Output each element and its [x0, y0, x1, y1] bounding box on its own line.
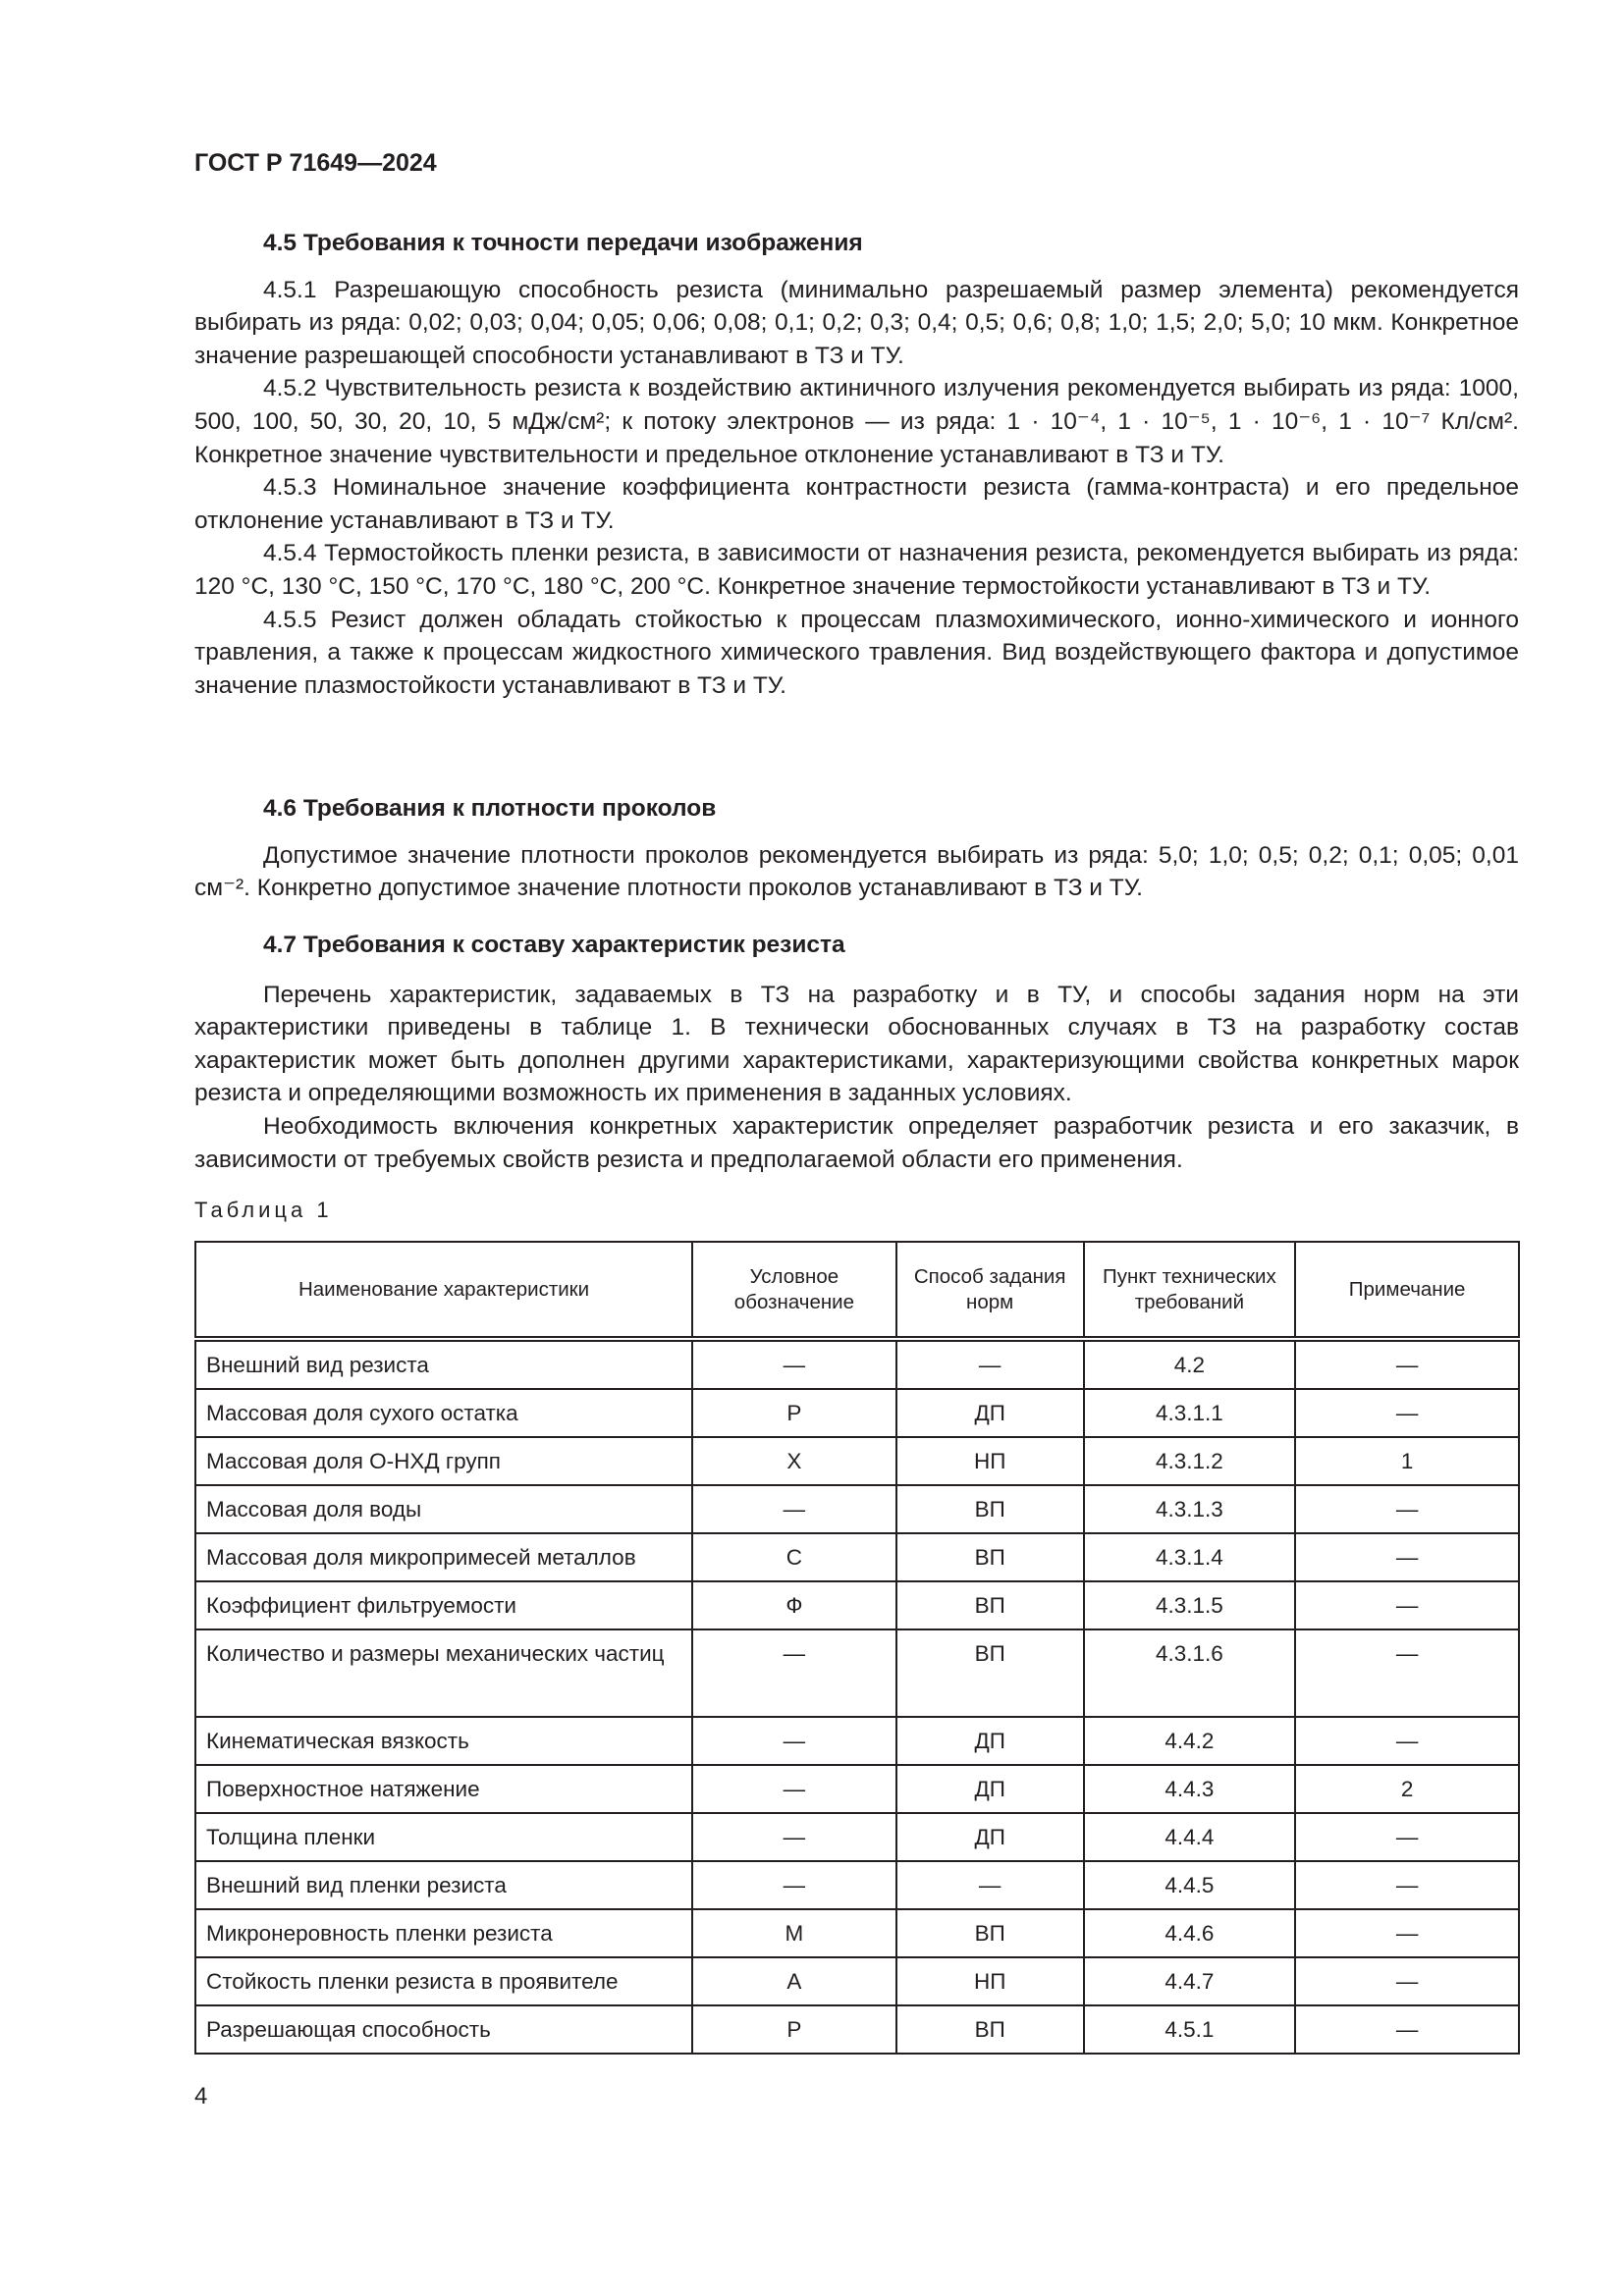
paragraph: Допустимое значение плотности проколов рекомендуется выбирать из ряда: 5,0; 1,0; 0,5; 0,2; 0,1; 0,05; 0,01 см⁻². Конкретно допустимое значение плотности проколов устанавливают в ТЗ и ТУ.: [194, 841, 1519, 902]
note-cell: —: [1295, 1957, 1519, 2005]
paragraph: 4.5.4 Термостойкость пленки резиста, в зависимости от назначения резиста, рекомендуется выбирать из ряда: 120 °С, 130 °С, 150 °С, 170 °С, 180 °С, 200 °С. Конкретное значение термостойкости устанавливают в ТЗ и ТУ.: [194, 540, 1519, 600]
symbol-cell: Х: [692, 1437, 896, 1485]
table-row: [195, 1765, 1519, 1813]
note-cell: —: [1295, 1533, 1519, 1581]
characteristic-name-cell: Стойкость пленки резиста в проявителе: [195, 1957, 692, 2005]
section-4-7: [194, 929, 1519, 1176]
requirement-clause-cell: 4.4.5: [1084, 1861, 1296, 1909]
symbol-cell: —: [692, 1813, 896, 1861]
section-4-6: [194, 792, 1519, 905]
symbol-cell: —: [692, 1485, 896, 1533]
table-row: [195, 1629, 1519, 1717]
symbol-cell: Р: [692, 2005, 896, 2054]
document-code: ГОСТ Р 71649—2024: [194, 149, 437, 177]
note-cell: —: [1295, 2005, 1519, 2054]
norm-method-cell: ВП: [896, 2005, 1084, 2054]
requirement-clause-cell: 4.4.4: [1084, 1813, 1296, 1861]
table-row: [195, 1533, 1519, 1581]
table-row: [195, 1485, 1519, 1533]
table-row: [195, 1389, 1519, 1437]
paragraph: 4.5.3 Номинальное значение коэффициента контрастности резиста (гамма-контраста) и его предельное отклонение устанавливают в ТЗ и ТУ.: [194, 474, 1519, 534]
section-heading: 4.7 Требования к составу характеристик резиста: [263, 932, 845, 958]
symbol-cell: М: [692, 1909, 896, 1957]
symbol-cell: —: [692, 1861, 896, 1909]
requirement-clause-cell: 4.3.1.5: [1084, 1581, 1296, 1629]
characteristic-name-cell: Количество и размеры механических частиц: [195, 1629, 692, 1717]
page-number: 4: [194, 2083, 208, 2109]
symbol-cell: Ф: [692, 1581, 896, 1629]
characteristic-name-cell: Микронеровность пленки резиста: [195, 1909, 692, 1957]
column-header: Наименование характеристики: [195, 1242, 692, 1339]
characteristic-name-cell: Коэффициент фильтруемости: [195, 1581, 692, 1629]
norm-method-cell: —: [896, 1861, 1084, 1909]
characteristic-name-cell: Кинематическая вязкость: [195, 1717, 692, 1765]
requirement-clause-cell: 4.4.6: [1084, 1909, 1296, 1957]
norm-method-cell: ВП: [896, 1485, 1084, 1533]
characteristic-name-cell: Поверхностное натяжение: [195, 1765, 692, 1813]
table-row: [195, 2005, 1519, 2054]
table-header-row: [195, 1242, 1519, 1339]
table-row: [195, 1909, 1519, 1957]
paragraph: Перечень характеристик, задаваемых в ТЗ на разработку и в ТУ, и способы задания норм на эти характеристики приведены в таблице 1. В технически обоснованных случаях в ТЗ на разработку состав характеристик может быть дополнен другими характеристиками, характеризующими свойства конкретных марок резиста и определяющими возможность их применения в заданных условиях.: [194, 981, 1519, 1107]
column-header: Примечание: [1295, 1242, 1519, 1339]
table-row: [195, 1339, 1519, 1389]
requirement-clause-cell: 4.5.1: [1084, 2005, 1296, 2054]
norm-method-cell: НП: [896, 1957, 1084, 2005]
symbol-cell: —: [692, 1629, 896, 1717]
table-row: [195, 1717, 1519, 1765]
symbol-cell: —: [692, 1717, 896, 1765]
note-cell: —: [1295, 1861, 1519, 1909]
note-cell: —: [1295, 1339, 1519, 1389]
requirement-clause-cell: 4.3.1.6: [1084, 1629, 1296, 1717]
norm-method-cell: ВП: [896, 1581, 1084, 1629]
column-header: Пункт технических требований: [1084, 1242, 1296, 1339]
requirement-clause-cell: 4.3.1.4: [1084, 1533, 1296, 1581]
note-cell: —: [1295, 1581, 1519, 1629]
norm-method-cell: ВП: [896, 1629, 1084, 1717]
norm-method-cell: ДП: [896, 1813, 1084, 1861]
norm-method-cell: ДП: [896, 1389, 1084, 1437]
symbol-cell: А: [692, 1957, 896, 2005]
note-cell: —: [1295, 1909, 1519, 1957]
norm-method-cell: —: [896, 1339, 1084, 1389]
characteristic-name-cell: Разрешающая способность: [195, 2005, 692, 2054]
table-row: [195, 1813, 1519, 1861]
paragraph: 4.5.2 Чувствительность резиста к воздействию актиничного излучения рекомендуется выбирать из ряда: 1000, 500, 100, 50, 30, 20, 10, 5 мДж/см²; к потоку электронов — из ряда: 1 · 10⁻⁴, 1 · 10⁻⁵, 1 · 10⁻⁶, 1 · 10⁻⁷ Кл/см². Конкретное значение чувствительности и предельное отклонение устанавливают в ТЗ и ТУ.: [194, 375, 1519, 468]
table-row: [195, 1861, 1519, 1909]
characteristic-name-cell: Внешний вид резиста: [195, 1339, 692, 1389]
table-row: [195, 1957, 1519, 2005]
paragraph: 4.5.5 Резист должен обладать стойкостью к процессам плазмохимического, ионно-химического и ионного травления, а также к процессам жидкостного химического травления. Вид воздействующего фактора и допустимое значение плазмостойкости устанавливают в ТЗ и ТУ.: [194, 606, 1519, 699]
symbol-cell: —: [692, 1765, 896, 1813]
symbol-cell: С: [692, 1533, 896, 1581]
section-heading: 4.6 Требования к плотности проколов: [263, 795, 717, 822]
requirement-clause-cell: 4.4.3: [1084, 1765, 1296, 1813]
note-cell: —: [1295, 1485, 1519, 1533]
characteristic-name-cell: Толщина пленки: [195, 1813, 692, 1861]
requirement-clause-cell: 4.3.1.2: [1084, 1437, 1296, 1485]
note-cell: —: [1295, 1717, 1519, 1765]
norm-method-cell: ВП: [896, 1909, 1084, 1957]
requirement-clause-cell: 4.3.1.3: [1084, 1485, 1296, 1533]
note-cell: —: [1295, 1629, 1519, 1717]
requirement-clause-cell: 4.4.2: [1084, 1717, 1296, 1765]
requirement-clause-cell: 4.3.1.1: [1084, 1389, 1296, 1437]
table-row: [195, 1437, 1519, 1485]
section-4-5: [194, 227, 1519, 702]
symbol-cell: Р: [692, 1389, 896, 1437]
norm-method-cell: ВП: [896, 1533, 1084, 1581]
paragraph: 4.5.1 Разрешающую способность резиста (минимально разрешаемый размер элемента) рекомендуется выбирать из ряда: 0,02; 0,03; 0,04; 0,05; 0,06; 0,08; 0,1; 0,2; 0,3; 0,4; 0,5; 0,6; 0,8; 1,0; 1,5; 2,0; 5,0; 10 мкм. Конкретное значение разрешающей способности устанавливают в ТЗ и ТУ.: [194, 276, 1519, 369]
table-caption: Таблица 1: [194, 1198, 333, 1222]
column-header: Условное обозначение: [692, 1242, 896, 1339]
requirement-clause-cell: 4.2: [1084, 1339, 1296, 1389]
norm-method-cell: ДП: [896, 1765, 1084, 1813]
paragraph: Необходимость включения конкретных характеристик определяет разработчик резиста и его заказчик, в зависимости от требуемых свойств резиста и предполагаемой области его применения.: [194, 1112, 1519, 1173]
characteristic-name-cell: Внешний вид пленки резиста: [195, 1861, 692, 1909]
table-row: [195, 1581, 1519, 1629]
characteristic-name-cell: Массовая доля микропримесей металлов: [195, 1533, 692, 1581]
section-heading: 4.5 Требования к точности передачи изображения: [263, 230, 863, 256]
characteristics-table: [194, 1241, 1520, 2055]
norm-method-cell: ДП: [896, 1717, 1084, 1765]
note-cell: 1: [1295, 1437, 1519, 1485]
note-cell: —: [1295, 1813, 1519, 1861]
note-cell: 2: [1295, 1765, 1519, 1813]
symbol-cell: —: [692, 1339, 896, 1389]
norm-method-cell: НП: [896, 1437, 1084, 1485]
characteristic-name-cell: Массовая доля воды: [195, 1485, 692, 1533]
requirement-clause-cell: 4.4.7: [1084, 1957, 1296, 2005]
note-cell: —: [1295, 1389, 1519, 1437]
characteristic-name-cell: Массовая доля сухого остатка: [195, 1389, 692, 1437]
characteristic-name-cell: Массовая доля О-НХД групп: [195, 1437, 692, 1485]
column-header: Способ задания норм: [896, 1242, 1084, 1339]
